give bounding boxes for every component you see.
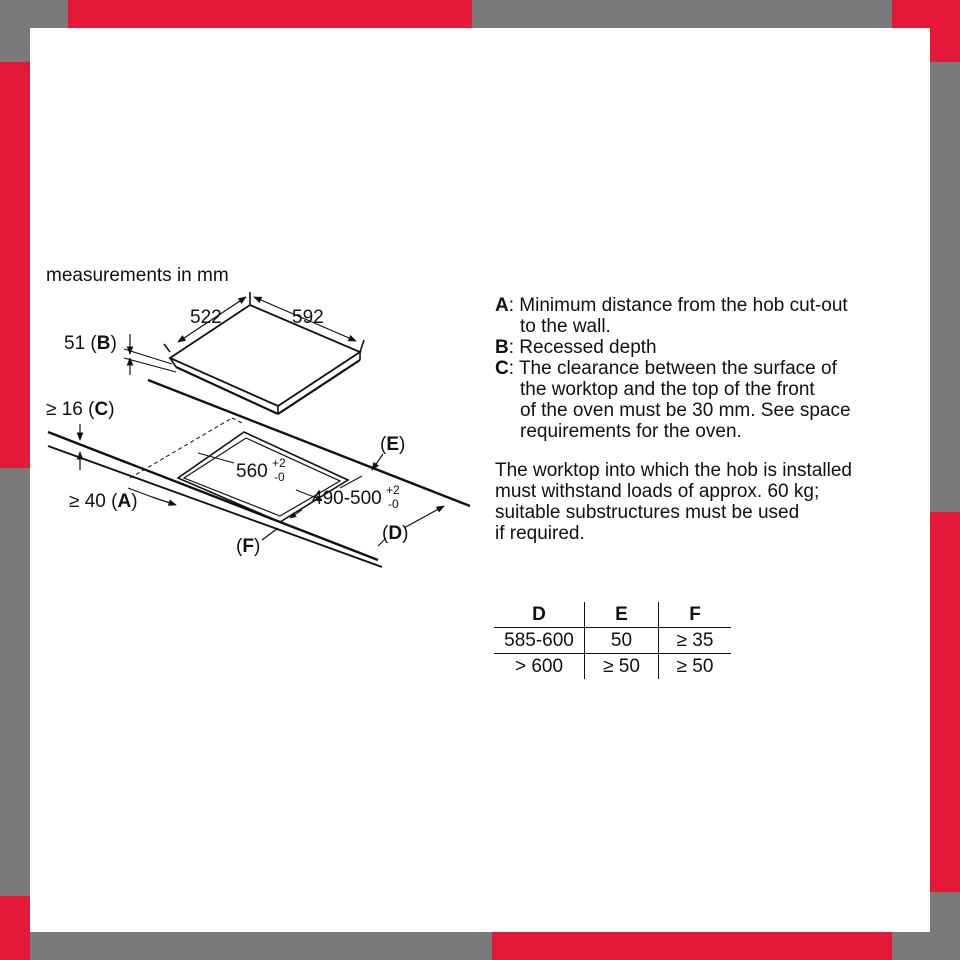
table-cell: ≥ 50 <box>585 654 659 680</box>
cutout-depth-label: 490-500 <box>312 488 382 509</box>
cutout-width-tol-minus: -0 <box>274 470 285 484</box>
clearance-table <box>494 602 731 679</box>
table-header: F <box>659 602 732 628</box>
cutout-depth-tol-plus: +2 <box>386 483 400 497</box>
note-line3: suitable substructures must be used <box>495 502 800 523</box>
dim-b-label: 51 (B) <box>64 333 117 354</box>
table-cell: 585-600 <box>494 628 585 654</box>
legend <box>495 295 915 445</box>
cutout-depth-tol-minus: -0 <box>388 497 399 511</box>
cutout-width-tol-plus: +2 <box>272 456 286 470</box>
legend-a-line2: to the wall. <box>520 316 611 337</box>
legend-c-line2: the worktop and the top of the front <box>520 379 815 400</box>
legend-c-line1: C: The clearance between the surface of <box>495 358 837 379</box>
table-row <box>494 628 731 654</box>
table-cell: ≥ 35 <box>659 628 732 654</box>
dim-depth-label: 522 <box>190 307 222 328</box>
dim-a-label: ≥ 40 (A) <box>69 491 138 512</box>
dim-c-label: ≥ 16 (C) <box>46 399 115 420</box>
label-f: (F) <box>236 536 261 557</box>
dim-width-label: 592 <box>292 307 324 328</box>
table-header-row <box>494 602 731 628</box>
units-label: measurements in mm <box>46 265 229 286</box>
label-e: (E) <box>380 434 406 455</box>
legend-c-line3: of the oven must be 30 mm. See space <box>520 400 851 421</box>
cutout-width-label: 560 <box>236 461 268 482</box>
note-line1: The worktop into which the hob is installed <box>495 460 852 481</box>
table-cell: > 600 <box>514 655 564 677</box>
note-line2: must withstand loads of approx. 60 kg; <box>495 481 820 502</box>
note-line4: if required. <box>495 523 585 544</box>
legend-c-line4: requirements for the oven. <box>520 421 742 442</box>
legend-b-line1: B: Recessed depth <box>495 337 657 358</box>
table-row <box>494 654 731 680</box>
label-d: (D) <box>382 523 409 544</box>
table-header: D <box>494 602 585 628</box>
table-header: E <box>585 602 659 628</box>
table-cell: 50 <box>585 628 659 654</box>
legend-a-line1: A: Minimum distance from the hob cut-out <box>495 295 848 316</box>
table-cell: ≥ 50 <box>659 654 732 680</box>
